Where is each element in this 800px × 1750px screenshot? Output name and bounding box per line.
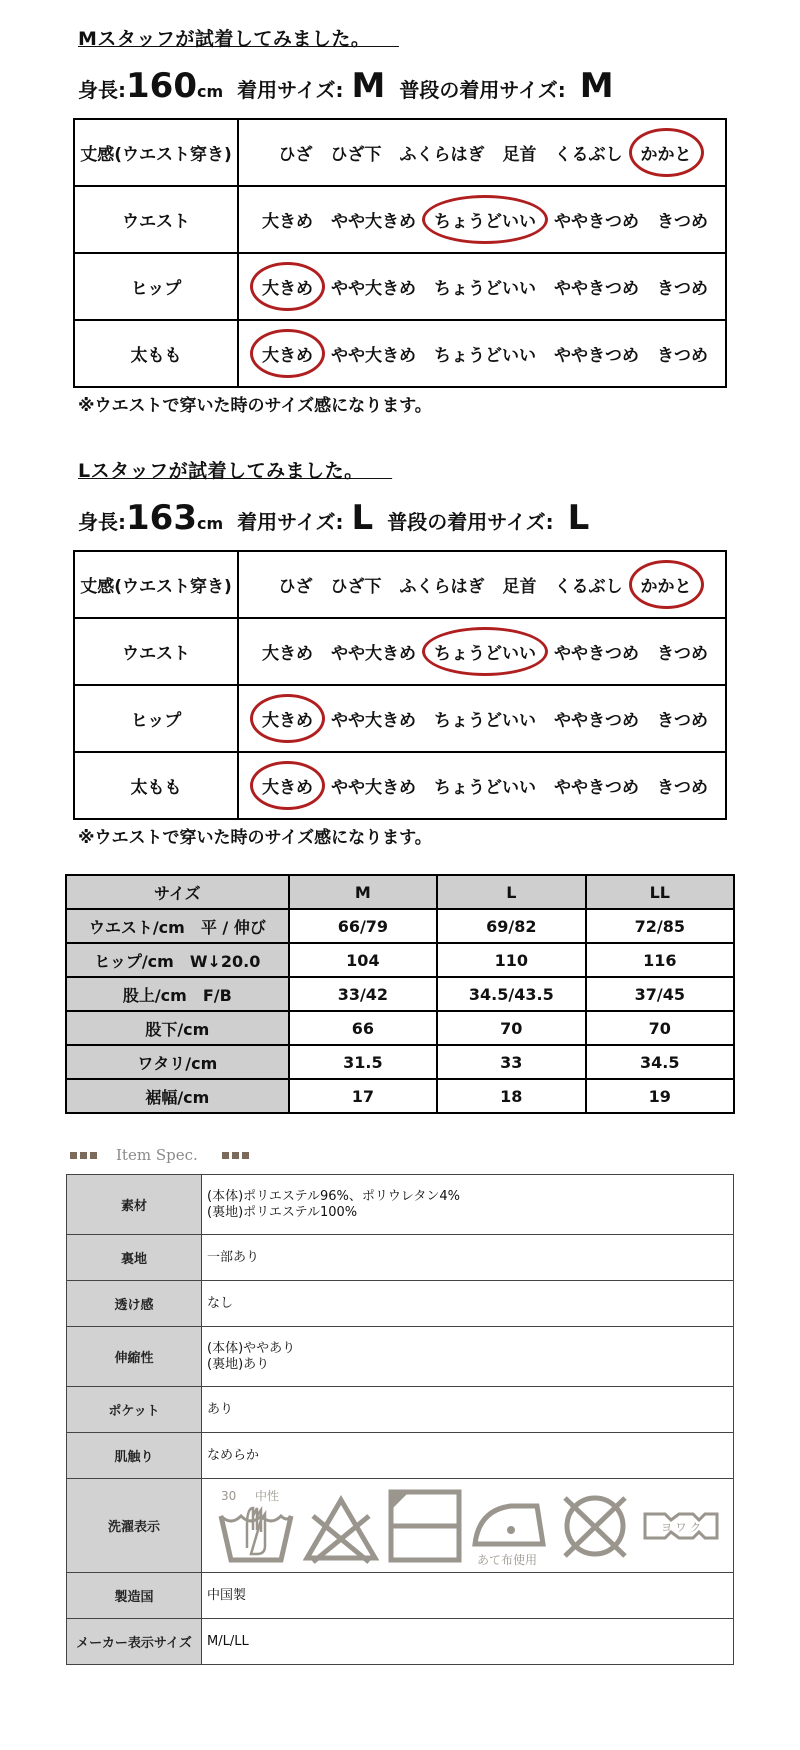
size-row-label: 裾幅/cm bbox=[66, 1079, 289, 1113]
fit-option: きつめ bbox=[657, 212, 708, 232]
size-value: 18 bbox=[437, 1079, 585, 1113]
fit-option: ひざ bbox=[278, 577, 313, 597]
fit-row-options bbox=[238, 551, 726, 618]
fit-row-options bbox=[238, 320, 726, 387]
size-header-row bbox=[66, 875, 734, 909]
wear-size-label: 着用サイズ: bbox=[237, 78, 344, 102]
wash-net-icon bbox=[641, 1486, 721, 1566]
decor-squares bbox=[70, 1152, 100, 1159]
fit-row-label: ウエスト bbox=[74, 618, 238, 685]
item-spec-table bbox=[66, 1174, 734, 1665]
fit-option: きつめ bbox=[657, 346, 708, 366]
fit-option: ちょうどいい bbox=[434, 778, 536, 798]
fit-option: ややきつめ bbox=[554, 212, 639, 232]
fit-row-label: 丈感(ウエスト穿き) bbox=[74, 119, 238, 186]
laundry-icons bbox=[207, 1486, 733, 1566]
fit-option: ややきつめ bbox=[554, 346, 639, 366]
line-dry-shade-icon bbox=[387, 1486, 463, 1566]
l-staff-title: Lスタッフが試着してみました。 bbox=[78, 460, 364, 482]
decor-squares bbox=[222, 1152, 252, 1159]
spec-value bbox=[202, 1175, 734, 1235]
fit-row bbox=[74, 618, 726, 685]
spec-row bbox=[67, 1281, 734, 1327]
spec-value-line: (本体)ややあり bbox=[207, 1340, 296, 1356]
fit-option-selected: ちょうどいい bbox=[430, 207, 540, 232]
fit-row bbox=[74, 186, 726, 253]
size-value: 34.5 bbox=[586, 1045, 734, 1079]
spec-row bbox=[67, 1327, 734, 1387]
usual-size-value: L bbox=[567, 498, 590, 538]
item-spec-heading bbox=[70, 1146, 252, 1164]
size-row-label: ウエスト/cm 平 / 伸び bbox=[66, 909, 289, 943]
fit-row bbox=[74, 119, 726, 186]
spec-value-line: なし bbox=[207, 1295, 234, 1311]
size-row-label: 股下/cm bbox=[66, 1011, 289, 1045]
fit-row bbox=[74, 685, 726, 752]
m-staff-profile bbox=[78, 66, 614, 106]
fit-row-options bbox=[238, 618, 726, 685]
size-value: 70 bbox=[437, 1011, 585, 1045]
usual-size-value: M bbox=[579, 66, 614, 106]
fit-row-options bbox=[238, 186, 726, 253]
spec-value bbox=[202, 1327, 734, 1387]
spec-key: 洗濯表示 bbox=[67, 1479, 202, 1573]
size-header-cell: M bbox=[289, 875, 437, 909]
spec-value-line: 中国製 bbox=[207, 1587, 247, 1603]
fit-option: きつめ bbox=[657, 644, 708, 664]
fit-option: ちょうどいい bbox=[434, 346, 536, 366]
size-value: 34.5/43.5 bbox=[437, 977, 585, 1011]
size-value: 31.5 bbox=[289, 1045, 437, 1079]
size-header-cell: L bbox=[437, 875, 585, 909]
fit-option: ひざ下 bbox=[330, 577, 382, 597]
fit-row-label: ヒップ bbox=[74, 253, 238, 320]
size-row bbox=[66, 977, 734, 1011]
fit-row-options bbox=[238, 119, 726, 186]
spec-row bbox=[67, 1235, 734, 1281]
fit-option: ややきつめ bbox=[554, 711, 639, 731]
size-value: 66 bbox=[289, 1011, 437, 1045]
spec-row bbox=[67, 1573, 734, 1619]
fit-row-options bbox=[238, 752, 726, 819]
spec-row bbox=[67, 1479, 734, 1573]
fit-row-label: 太もも bbox=[74, 752, 238, 819]
spec-row bbox=[67, 1175, 734, 1235]
fit-option: くるぶし bbox=[554, 577, 623, 597]
height-label: 身長: bbox=[78, 78, 126, 102]
spec-key: メーカー表示サイズ bbox=[67, 1619, 202, 1665]
fit-row-options bbox=[238, 685, 726, 752]
fit-option: やや大きめ bbox=[331, 711, 416, 731]
size-row-label: 股上/cm F/B bbox=[66, 977, 289, 1011]
spec-value-line: 一部あり bbox=[207, 1249, 260, 1265]
spec-value-line: (裏地)あり bbox=[207, 1356, 270, 1372]
spec-key: 肌触り bbox=[67, 1433, 202, 1479]
size-value: 37/45 bbox=[586, 977, 734, 1011]
fit-option-selected: 大きめ bbox=[258, 773, 317, 798]
size-row bbox=[66, 943, 734, 977]
height-unit: cm bbox=[196, 82, 224, 101]
fit-option-selected: 大きめ bbox=[258, 341, 317, 366]
fit-options bbox=[239, 572, 725, 597]
height-value: 160 bbox=[126, 66, 197, 106]
wear-size-value: M bbox=[351, 66, 386, 106]
spec-key: 素材 bbox=[67, 1175, 202, 1235]
fit-options bbox=[239, 140, 725, 165]
fit-row-options bbox=[238, 253, 726, 320]
fit-option: ややきつめ bbox=[554, 778, 639, 798]
spec-value bbox=[202, 1281, 734, 1327]
size-row bbox=[66, 1079, 734, 1113]
size-header-cell: LL bbox=[586, 875, 734, 909]
spec-value-line: M/L/LL bbox=[207, 1633, 249, 1649]
fit-option-selected: 大きめ bbox=[258, 274, 317, 299]
spec-key: 伸縮性 bbox=[67, 1327, 202, 1387]
fit-option: きつめ bbox=[657, 279, 708, 299]
size-value: 70 bbox=[586, 1011, 734, 1045]
spec-value-line: あり bbox=[207, 1401, 234, 1417]
fit-option: ふくらはぎ bbox=[399, 145, 485, 165]
fit-option-selected: 大きめ bbox=[258, 706, 317, 731]
spec-value bbox=[202, 1619, 734, 1665]
m-staff-title: Mスタッフが試着してみました。 bbox=[78, 28, 371, 50]
usual-size-label: 普段の着用サイズ: bbox=[399, 78, 566, 102]
wear-size-label: 着用サイズ: bbox=[237, 510, 344, 534]
fit-option: ひざ bbox=[278, 145, 313, 165]
l-staff-note: ※ウエストで穿いた時のサイズ感になります。 bbox=[78, 828, 432, 848]
fit-options bbox=[239, 773, 725, 798]
size-row-label: ワタリ/cm bbox=[66, 1045, 289, 1079]
fit-options bbox=[239, 341, 725, 366]
spec-value-line: なめらか bbox=[207, 1447, 260, 1463]
fit-options bbox=[239, 274, 725, 299]
fit-option: ふくらはぎ bbox=[399, 577, 485, 597]
fit-option: ちょうどいい bbox=[434, 711, 536, 731]
spec-value bbox=[202, 1235, 734, 1281]
spec-row bbox=[67, 1619, 734, 1665]
no-bleach-icon bbox=[303, 1486, 379, 1566]
usual-size-label: 普段の着用サイズ: bbox=[387, 510, 554, 534]
fit-row-label: ヒップ bbox=[74, 685, 238, 752]
fit-options bbox=[239, 207, 725, 232]
spec-value bbox=[202, 1433, 734, 1479]
spec-value bbox=[202, 1573, 734, 1619]
size-value: 17 bbox=[289, 1079, 437, 1113]
fit-option: 足首 bbox=[502, 145, 537, 165]
size-value: 19 bbox=[586, 1079, 734, 1113]
wash-temp-label: 30 bbox=[221, 1488, 237, 1503]
fit-option: ちょうどいい bbox=[434, 279, 536, 299]
fit-option: ひざ下 bbox=[330, 145, 382, 165]
fit-option: やや大きめ bbox=[331, 212, 416, 232]
fit-option: きつめ bbox=[657, 711, 708, 731]
fit-option: やや大きめ bbox=[331, 778, 416, 798]
fit-options bbox=[239, 639, 725, 664]
size-value: 33/42 bbox=[289, 977, 437, 1011]
size-header-cell: サイズ bbox=[66, 875, 289, 909]
spec-value-line: (本体)ポリエステル96%、ポリウレタン4% bbox=[207, 1188, 460, 1204]
l-staff-fit-table bbox=[73, 550, 727, 820]
height-label: 身長: bbox=[78, 510, 126, 534]
l-staff-profile bbox=[78, 498, 589, 538]
size-value: 66/79 bbox=[289, 909, 437, 943]
size-value: 116 bbox=[586, 943, 734, 977]
wash-detergent-label: 中性 bbox=[255, 1488, 280, 1503]
item-spec-title: Item Spec. bbox=[116, 1146, 198, 1164]
spec-row bbox=[67, 1387, 734, 1433]
fit-row bbox=[74, 551, 726, 618]
size-row bbox=[66, 909, 734, 943]
fit-row bbox=[74, 253, 726, 320]
size-chart-table bbox=[65, 874, 735, 1114]
size-row bbox=[66, 1045, 734, 1079]
iron-note-label: あて布使用 bbox=[477, 1552, 538, 1566]
fit-options bbox=[239, 706, 725, 731]
fit-option-selected: かかと bbox=[637, 572, 696, 597]
spec-key: 裏地 bbox=[67, 1235, 202, 1281]
fit-option: やや大きめ bbox=[331, 346, 416, 366]
hand-wash-icon bbox=[217, 1486, 295, 1566]
fit-option-selected: ちょうどいい bbox=[430, 639, 540, 664]
m-staff-note: ※ウエストで穿いた時のサイズ感になります。 bbox=[78, 396, 432, 416]
fit-option-selected: かかと bbox=[637, 140, 696, 165]
fit-option: ややきつめ bbox=[554, 644, 639, 664]
fit-row bbox=[74, 752, 726, 819]
size-row-label: ヒップ/cm W↓20.0 bbox=[66, 943, 289, 977]
fit-option: ややきつめ bbox=[554, 279, 639, 299]
size-value: 104 bbox=[289, 943, 437, 977]
height-unit: cm bbox=[196, 514, 224, 533]
size-value: 110 bbox=[437, 943, 585, 977]
fit-row-label: 丈感(ウエスト穿き) bbox=[74, 551, 238, 618]
spec-key: 製造国 bbox=[67, 1573, 202, 1619]
fit-option: 大きめ bbox=[262, 212, 313, 232]
size-value: 33 bbox=[437, 1045, 585, 1079]
no-dry-clean-icon bbox=[557, 1486, 633, 1566]
size-row bbox=[66, 1011, 734, 1045]
spec-value-line: (裏地)ポリエステル100% bbox=[207, 1204, 358, 1220]
low-iron-icon bbox=[471, 1486, 549, 1566]
spec-key: ポケット bbox=[67, 1387, 202, 1433]
fit-option: きつめ bbox=[657, 778, 708, 798]
height-value: 163 bbox=[126, 498, 197, 538]
wear-size-value: L bbox=[351, 498, 374, 538]
wash-net-label: ヨ ワ ク bbox=[661, 1520, 701, 1534]
fit-option: やや大きめ bbox=[331, 279, 416, 299]
size-value: 69/82 bbox=[437, 909, 585, 943]
fit-option: 大きめ bbox=[262, 644, 313, 664]
size-value: 72/85 bbox=[586, 909, 734, 943]
fit-option: 足首 bbox=[502, 577, 537, 597]
fit-option: やや大きめ bbox=[331, 644, 416, 664]
fit-row-label: ウエスト bbox=[74, 186, 238, 253]
m-staff-fit-table bbox=[73, 118, 727, 388]
fit-row bbox=[74, 320, 726, 387]
spec-key: 透け感 bbox=[67, 1281, 202, 1327]
spec-value bbox=[202, 1479, 734, 1573]
spec-row bbox=[67, 1433, 734, 1479]
spec-value bbox=[202, 1387, 734, 1433]
fit-option: くるぶし bbox=[554, 145, 623, 165]
fit-row-label: 太もも bbox=[74, 320, 238, 387]
